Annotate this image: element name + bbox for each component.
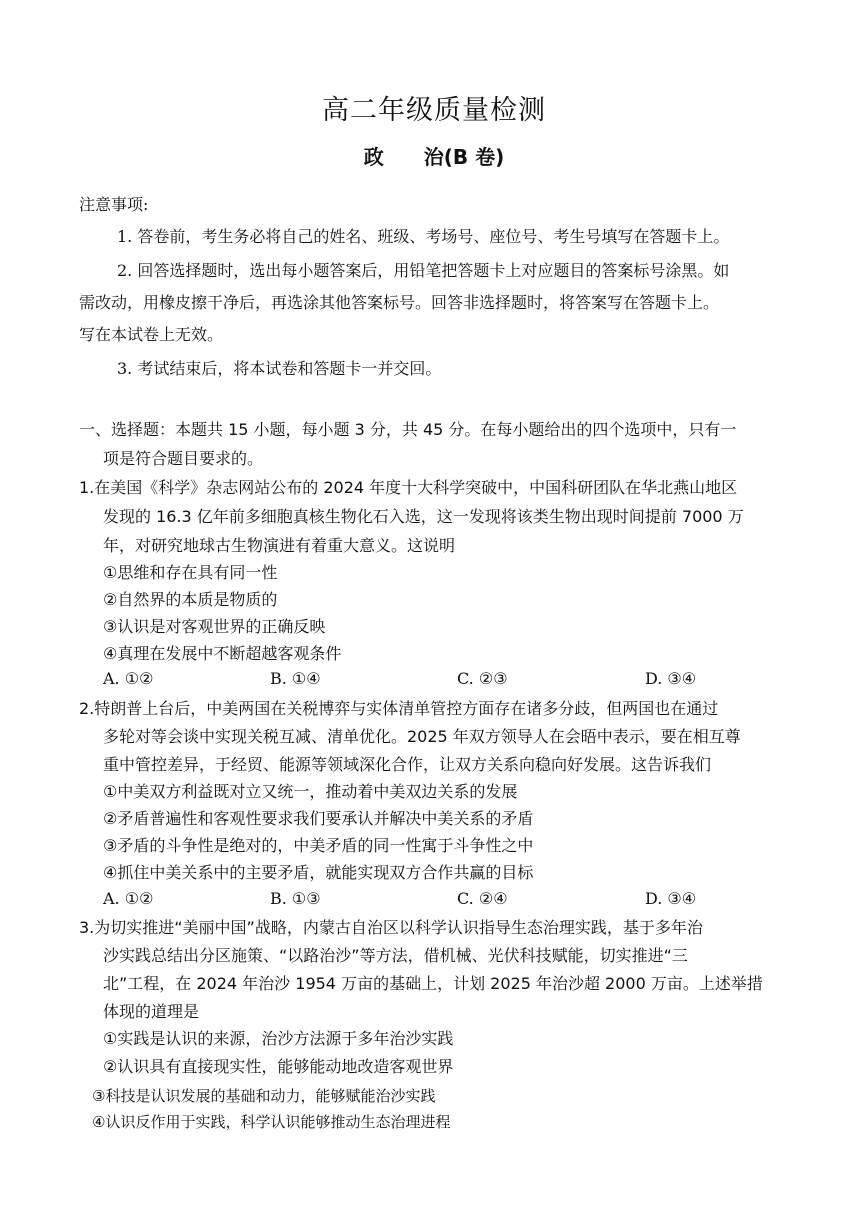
notice-item-1: 1. 答卷前，考生务必将自己的姓名、班级、考场号、座位号、考生号填写在答题卡上。 (117, 227, 730, 246)
subject-title (0, 141, 868, 170)
question-1-option-c: C. ②③ (457, 669, 508, 688)
question-1-option-b: B. ①④ (270, 669, 321, 688)
question-1-statement-3: ③认识是对客观世界的正确反映 (103, 617, 326, 636)
question-3-line-3: 北”工程，在 2024 年治沙 1954 万亩的基础上，计划 2025 年治沙超 2000 万亩。上述举措 (103, 974, 763, 993)
notice-item-2-line-2: 需改动，用橡皮擦干净后，再选涂其他答案标号。回答非选择题时，将答案写在答题卡上。 (79, 293, 720, 312)
notice-item-2-line-1: 2. 回答选择题时，选出每小题答案后，用铅笔把答题卡上对应题目的答案标号涂黑。如 (117, 261, 730, 280)
subject-char-2: 治(B 卷) (423, 145, 505, 169)
subject-char-1: 政 (363, 145, 384, 169)
question-2-statement-4: ④抓住中美关系中的主要矛盾，就能实现双方合作共赢的目标 (103, 863, 534, 882)
notice-item-3: 3. 考试结束后，将本试卷和答题卡一并交回。 (117, 359, 442, 378)
question-1-option-d: D. ③④ (645, 669, 697, 688)
question-1-statement-1: ①思维和存在具有同一性 (103, 563, 278, 582)
section-heading-line-2: 项是符合题目要求的。 (103, 449, 264, 468)
question-3-statement-3: ③科技是认识发展的基础和动力，能够赋能治沙实践 (92, 1087, 436, 1105)
question-2-option-d: D. ③④ (645, 889, 697, 908)
question-2-line-3: 重中管控差异，于经贸、能源等领域深化合作，让双方关系向稳向好发展。这告诉我们 (103, 755, 712, 774)
question-2-option-c: C. ②④ (457, 889, 508, 908)
question-3-line-2: 沙实践总结出分区施策、“以路治沙”等方法，借机械、光伏科技赋能，切实推进“三 (103, 946, 688, 965)
question-2-option-a: A. ①② (103, 889, 154, 908)
notice-item-2-line-3: 写在本试卷上无效。 (79, 325, 224, 344)
question-1-line-1: 1.在美国《科学》杂志网站公布的 2024 年度十大科学突破中，中国科研团队在华北燕山地区 (79, 478, 738, 497)
question-2-line-1: 2.特朗普上台后，中美两国在关税博弈与实体清单管控方面存在诸多分歧，但两国也在通过 (79, 699, 719, 718)
question-2-statement-1: ①中美双方利益既对立又统一，推动着中美双边关系的发展 (103, 782, 518, 801)
question-2-statement-2: ②矛盾普遍性和客观性要求我们要承认并解决中美关系的矛盾 (103, 809, 534, 828)
question-1-statement-4: ④真理在发展中不断超越客观条件 (103, 644, 342, 663)
question-1-statement-2: ②自然界的本质是物质的 (103, 590, 278, 609)
question-3-line-1: 3.为切实推进“美丽中国”战略，内蒙古自治区以科学认识指导生态治理实践，基于多年治 (79, 918, 703, 937)
question-3-line-4: 体现的道理是 (103, 1002, 200, 1021)
question-1-line-2: 发现的 16.3 亿年前多细胞真核生物化石入选，这一发现将该类生物出现时间提前 7000 万 (103, 507, 744, 526)
page-title: 高二年级质量检测 (322, 95, 546, 126)
question-2-statement-3: ③矛盾的斗争性是绝对的，中美矛盾的同一性寓于斗争性之中 (103, 836, 534, 855)
question-3-statement-1: ①实践是认识的来源，治沙方法源于多年治沙实践 (103, 1029, 454, 1048)
question-1-line-3: 年，对研究地球古生物演进有着重大意义。这说明 (103, 536, 456, 555)
notice-heading: 注意事项: (79, 195, 149, 214)
question-1-option-a: A. ①② (103, 669, 154, 688)
question-3-statement-2: ②认识具有直接现实性，能够能动地改造客观世界 (103, 1057, 454, 1076)
question-2-line-2: 多轮对等会谈中实现关税互减、清单优化。2025 年双方领导人在会晤中表示，要在相互尊 (103, 727, 741, 746)
section-heading-line-1: 一、选择题：本题共 15 小题，每小题 3 分，共 45 分。在每小题给出的四个选项中，只有一 (79, 420, 737, 439)
question-2-option-b: B. ①③ (270, 889, 321, 908)
question-3-statement-4: ④认识反作用于实践，科学认识能够推动生态治理进程 (92, 1113, 451, 1131)
